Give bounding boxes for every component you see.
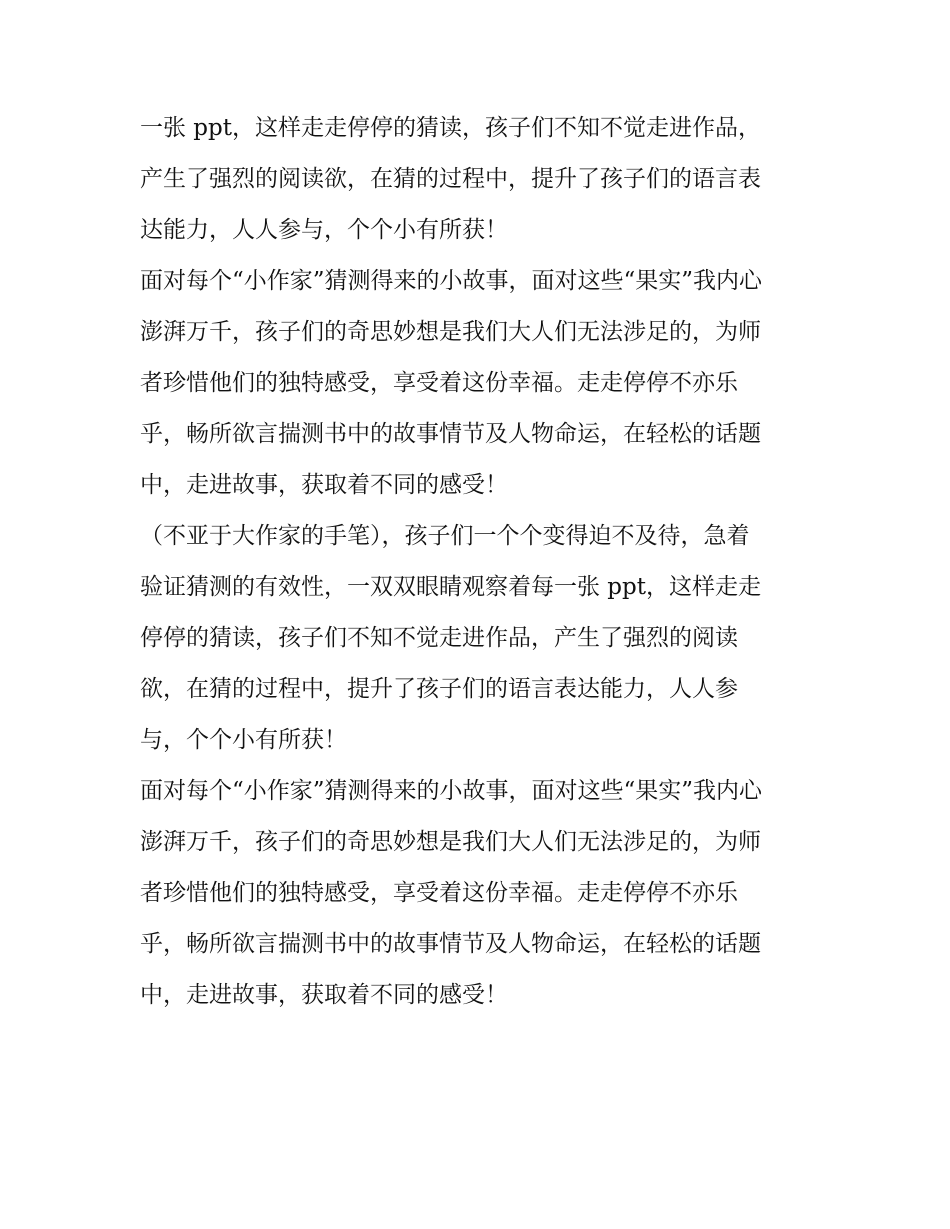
text-line: 中，走进故事，获取着不同的感受！ [140,982,508,1008]
text-line: 乎，畅所欲言揣测书中的故事情节及人物命运，在轻松的话题 [140,421,761,447]
text-line: 达能力，人人参与，个个小有所获！ [140,217,508,243]
text-line: 停停的猜读，孩子们不知不觉走进作品，产生了强烈的阅读 [140,625,738,651]
text-line: 澎湃万千，孩子们的奇思妙想是我们大人们无法涉足的，为师 [140,829,761,855]
text-line: 者珍惜他们的独特感受，享受着这份幸福。走走停停不亦乐 [140,880,738,906]
text-line: 欲，在猜的过程中，提升了孩子们的语言表达能力，人人参 [140,676,738,702]
text-line: 验证猜测的有效性，一双双眼睛观察着每一张 ppt，这样走走 [140,574,761,600]
text-line: 产生了强烈的阅读欲，在猜的过程中，提升了孩子们的语言表 [140,166,761,192]
body-text [140,103,812,1021]
text-line: 与，个个小有所获！ [140,727,347,753]
text-line: 一张 ppt，这样走走停停的猜读，孩子们不知不觉走进作品， [140,115,761,141]
text-line: 面对每个“小作家”猜测得来的小故事，面对这些“果实”我内心 [140,778,763,804]
text-line: 澎湃万千，孩子们的奇思妙想是我们大人们无法涉足的，为师 [140,319,761,345]
text-line: （不亚于大作家的手笔），孩子们一个个变得迫不及待，急着 [140,523,750,549]
text-line: 面对每个“小作家”猜测得来的小故事，面对这些“果实”我内心 [140,268,763,294]
text-line: 乎，畅所欲言揣测书中的故事情节及人物命运，在轻松的话题 [140,931,761,957]
text-line: 者珍惜他们的独特感受，享受着这份幸福。走走停停不亦乐 [140,370,738,396]
text-line: 中，走进故事，获取着不同的感受！ [140,472,508,498]
